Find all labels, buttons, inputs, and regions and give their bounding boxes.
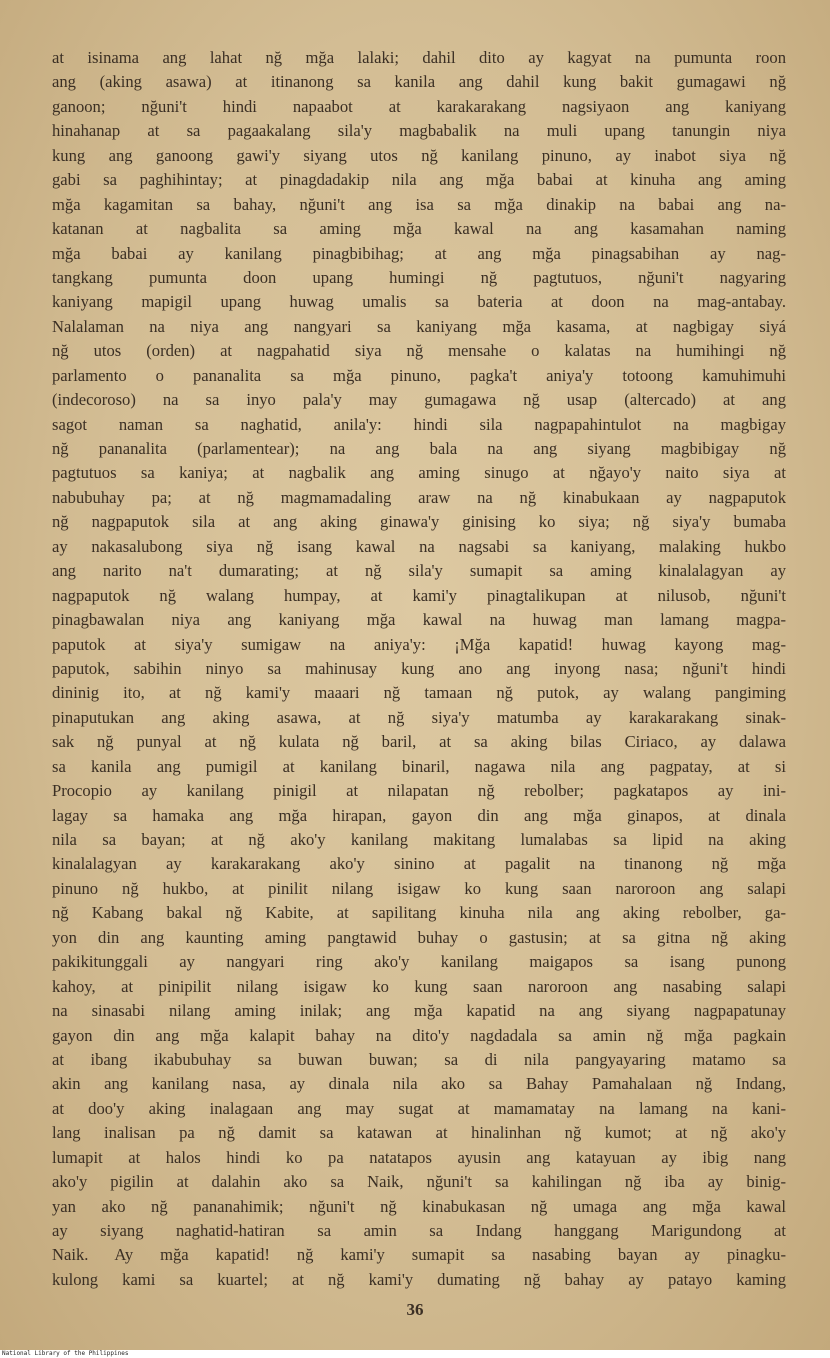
text-line: ay siyang naghatid-hatiran sa amin sa Indang hanggang Marigundong at [52, 1221, 786, 1240]
text-line: sagot naman sa naghatid, anila'y: hindi sila nagpapahintulot na magbigay [52, 414, 786, 434]
text-line: paputok, sabihin ninyo sa mahinusay kung ano ang inyong nasa; nğuni't hindi [52, 658, 786, 678]
text-line: gayon din ang mğa kalapit bahay na dito'y nagdadala sa amin nğ mğa pagkain [52, 1025, 786, 1045]
text-line: hinahanap at sa pagaakalang sila'y magbabalik na muli upang tanungin niya [52, 121, 786, 141]
text-line: at doo'y aking inalagaan ang may sugat at mamamatay na lamang na kani- [52, 1098, 786, 1118]
text-line: nğ utos (orden) at nagpahatid siya nğ mensahe o kalatas na humihingi nğ [52, 341, 786, 361]
text-line: pinaputukan ang aking asawa, at nğ siya'y matumba ay karakarakang sinak- [52, 707, 786, 727]
text-line: pinagbawalan niya ang kaniyang mğa kawal na huwag man lamang magpa- [52, 610, 786, 630]
text-line: lagay sa hamaka ang mğa hirapan, gayon din ang mğa ginapos, at dinala [52, 805, 786, 825]
text-line: kaniyang mapigil upang huwag umalis sa bateria at doon na mag-antabay. [52, 292, 786, 312]
text-line: ako'y pigilin at dalahin ako sa Naik, nğuni't sa kahilingan nğ iba ay binig- [52, 1172, 786, 1192]
text-line: tangkang pumunta doon upang humingi nğ pagtutuos, nğuni't nagyaring [52, 267, 786, 287]
text-line: nila sa bayan; at nğ ako'y kanilang makitang lumalabas sa lipid na aking [52, 830, 786, 849]
text-line: gabi sa paghihintay; at pinagdadakip nila ang mğa babai at kinuha ang aming [52, 170, 786, 190]
text-line: at isinama ang lahat nğ mğa lalaki; dahil dito ay kagyat na pumunta roon [52, 48, 786, 67]
text-line: pagtutuos sa kaniya; at nagbalik ang aming sinugo at nğayo'y naito siya at [52, 463, 786, 483]
text-line: kinalalagyan ay karakarakang ako'y sinino at pagalit na tinanong nğ mğa [52, 854, 786, 874]
text-line: ang (aking asawa) at itinanong sa kanila ang dahil kung bakit gumagawi nğ [52, 72, 786, 92]
body-text [52, 46, 786, 1292]
text-line: lumapit at halos hindi ko pa natatapos ayusin ang katayuan ay ibig nang [52, 1147, 786, 1167]
text-line: ay nakasalubong siya nğ isang kawal na nagsabi sa kaniyang, malaking hukbo [52, 536, 786, 556]
text-line: yan ako nğ pananahimik; nğuni't nğ kinabukasan nğ umaga ang mğa kawal [52, 1196, 786, 1216]
text-line: pinuno nğ hukbo, at pinilit nilang isigaw ko kung saan naroroon ang salapi [52, 878, 786, 898]
text-line: ganoon; nğuni't hindi napaabot at karakarakang nagsiyaon ang kaniyang [52, 96, 786, 116]
text-line: katanan at nagbalita sa aming mğa kawal na ang kasamahan naming [52, 219, 786, 239]
text-line: akin ang kanilang nasa, ay dinala nila ako sa Bahay Pamahalaan nğ Indang, [52, 1074, 786, 1094]
page-number: 36 [406, 1300, 424, 1319]
footer-credit: National Library of the Philippines [0, 1350, 830, 1358]
text-line: kulong kami sa kuartel; at nğ kami'y dumating nğ bahay ay patayo kaming [52, 1269, 786, 1289]
text-line: yon din ang kaunting aming pangtawid buhay o gastusin; at sa gitna nğ aking [52, 927, 786, 947]
text-line: paputok at siya'y sumigaw na aniya'y: ¡Mğa kapatid! huwag kayong mag- [52, 634, 786, 654]
text-line: (indecoroso) na sa inyo pala'y may gumagawa nğ usap (altercado) at ang [52, 390, 786, 410]
text-line: Naik. Ay mğa kapatid! nğ kami'y sumapit sa nasabing bayan ay pinagku- [52, 1245, 786, 1265]
text-line: Procopio ay kanilang pinigil at nilapatan nğ rebolber; pagkatapos ay ini- [52, 781, 786, 801]
text-line: kung ang ganoong gawi'y siyang utos nğ kanilang pinuno, ay inabot siya nğ [52, 145, 786, 165]
text-line: nğ Kabang bakal nğ Kabite, at sapilitang kinuha nila ang aking rebolber, ga- [52, 903, 786, 923]
text-line: nğ nagpaputok sila at ang aking ginawa'y ginising ko siya; nğ siya'y bumaba [52, 512, 786, 532]
text-line: ang narito na't dumarating; at nğ sila'y sumapit sa aming kinalalagyan ay [52, 561, 786, 581]
text-line: nğ pananalita (parlamentear); na ang bala na ang siyang magbibigay nğ [52, 439, 786, 458]
text-line: dininig ito, at nğ kami'y maaari nğ tamaan nğ putok, ay walang pangiming [52, 683, 786, 703]
text-line: parlamento o pananalita sa mğa pinuno, pagka't aniya'y totoong kamuhimuhi [52, 365, 786, 385]
text-line: kahoy, at pinipilit nilang isigaw ko kung saan naroroon ang nasabing salapi [52, 976, 786, 996]
text-line: nagpaputok nğ walang humpay, at kami'y pinagtalikupan at nilusob, nğuni't [52, 585, 786, 605]
text-line: pakikitunggali ay nangyari ring ako'y kanilang maigapos sa isang punong [52, 952, 786, 972]
text-line: sak nğ punyal at nğ kulata nğ baril, at sa aking bilas Ciriaco, ay dalawa [52, 732, 786, 752]
text-line: mğa babai ay kanilang pinagbibihag; at ang mğa pinagsabihan ay nag- [52, 243, 786, 263]
text-line: at ibang ikabubuhay sa buwan buwan; sa di nila pangyayaring matamo sa [52, 1049, 786, 1069]
text-line: na sinasabi nilang aming inilak; ang mğa kapatid na ang siyang nagpapatunay [52, 1001, 786, 1021]
text-line: mğa kagamitan sa bahay, nğuni't ang isa sa mğa dinakip na babai ang na- [52, 194, 786, 214]
text-line: nabubuhay pa; at nğ magmamadaling araw na nğ kinabukaan ay nagpaputok [52, 487, 786, 507]
text-line: lang inalisan pa nğ damit sa katawan at hinalinhan nğ kumot; at nğ ako'y [52, 1123, 786, 1143]
text-line: Nalalaman na niya ang nangyari sa kaniyang mğa kasama, at nagbigay siyá [52, 316, 786, 336]
text-line: sa kanila ang pumigil at kanilang binaril, nagawa nila ang pagpatay, at si [52, 756, 786, 776]
